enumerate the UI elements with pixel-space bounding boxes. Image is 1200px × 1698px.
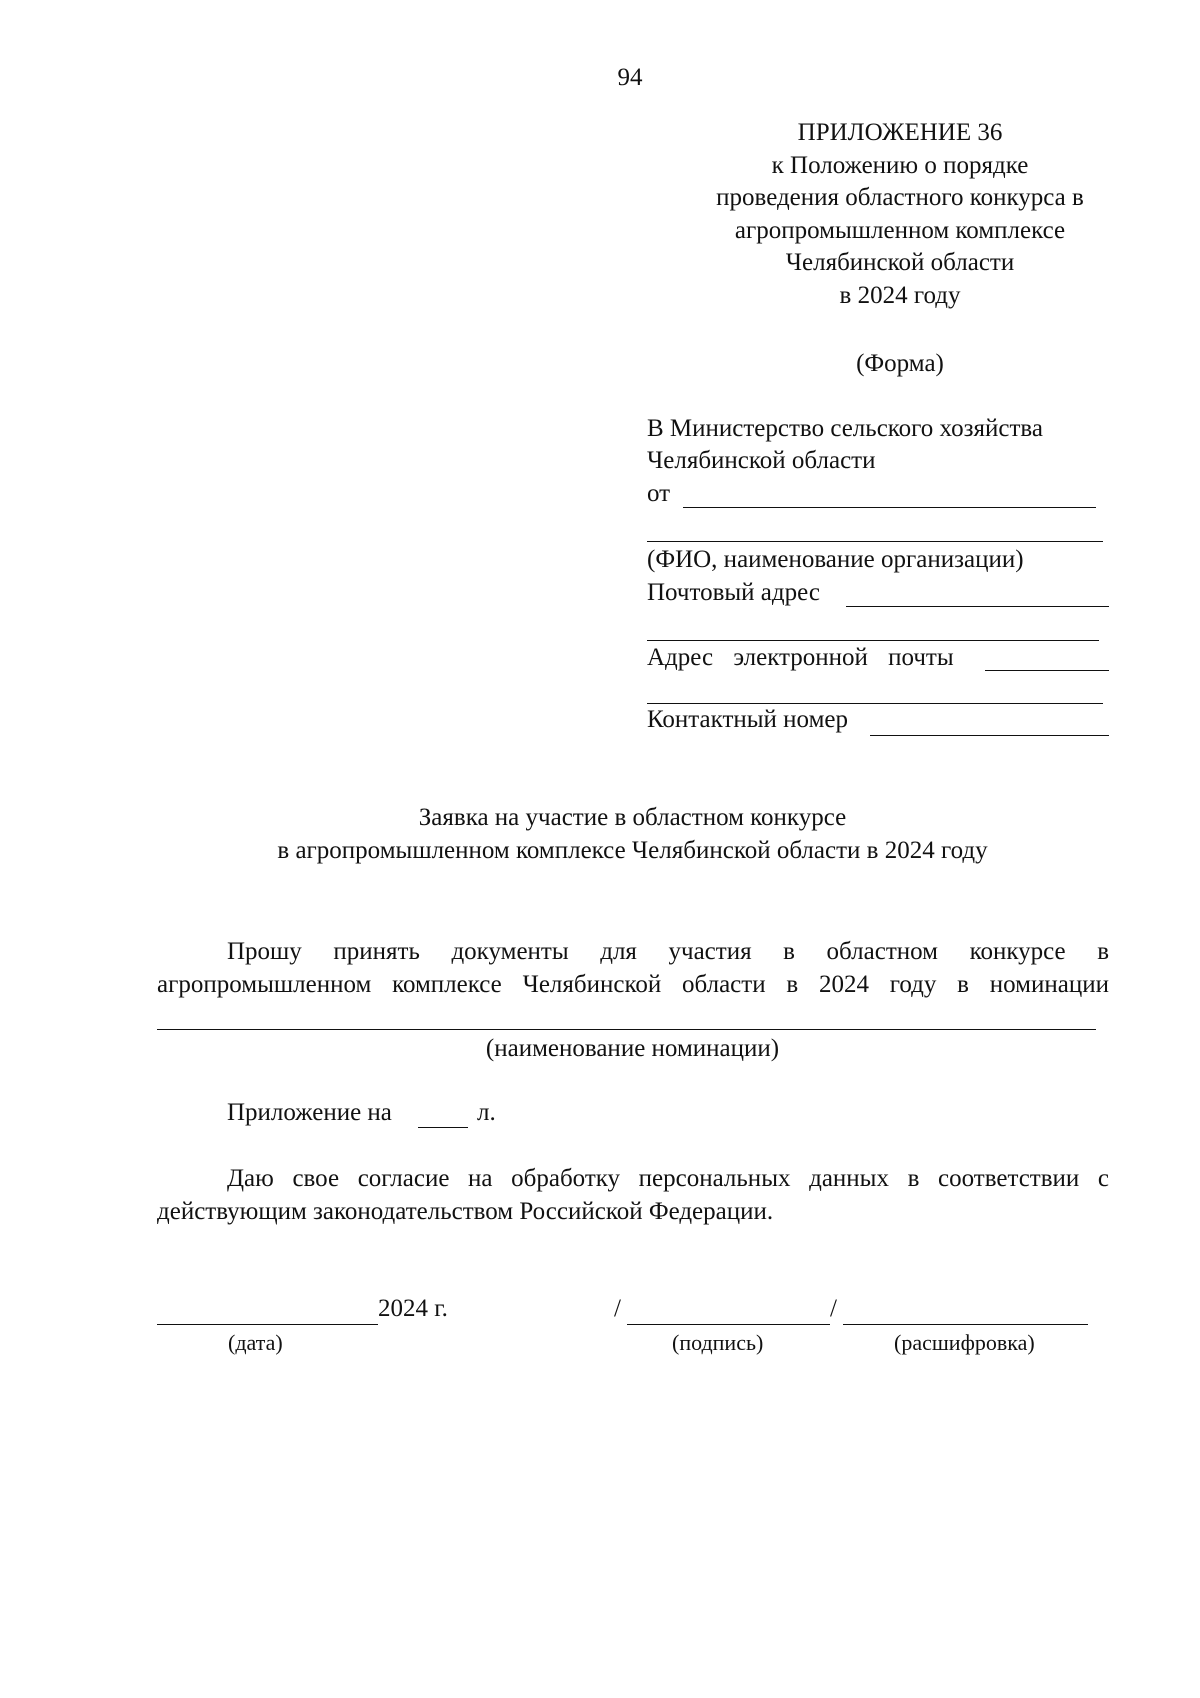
appendix-title: ПРИЛОЖЕНИЕ 36 [797,119,1003,146]
page-number: 94 [617,64,643,91]
postal-address-field[interactable] [846,606,1109,607]
date-hint: (дата) [228,1330,283,1355]
nomination-hint: (наименование номинации) [485,1035,780,1062]
transcript-hint: (расшифровка) [894,1330,1035,1355]
slash-right: / [830,1295,837,1322]
date-field[interactable] [157,1324,378,1325]
transcript-field[interactable] [843,1324,1088,1325]
postal-address-field-continued[interactable] [647,640,1099,641]
request-line-1: Прошу принять документы для участия в областном конкурсе в [227,938,1109,965]
application-title-line-2: в агропромышленном комплексе Челябинской области в 2024 году [277,837,988,864]
application-title-line-1: Заявка на участие в областном конкурсе [418,804,847,831]
form-label: (Форма) [856,350,944,377]
addressee-line-1: В Министерство сельского хозяйства [647,415,1043,442]
appendix-line-1: к Положению о порядке [771,151,1029,179]
email-label: Адрес электронной почты [647,644,954,671]
email-field[interactable] [985,670,1109,671]
nomination-field[interactable] [157,1029,1096,1030]
slash-left: / [614,1295,621,1322]
appendix-line-2: проведения областного конкурса в [716,184,1084,211]
phone-field[interactable] [870,735,1109,736]
year-text: 2024 г. [378,1295,448,1322]
from-label: от [647,480,671,507]
consent-line-1: Даю свое согласие на обработку персональных данных в соответствии с [227,1165,1109,1192]
attachment-pages-field[interactable] [418,1127,468,1128]
request-line-2: агропромышленном комплексе Челябинской области в 2024 году в номинации [157,971,1109,998]
postal-address-label: Почтовый адрес [647,579,820,606]
from-field[interactable] [683,507,1096,508]
attachment-suffix: л. [477,1099,496,1126]
appendix-line-4: Челябинской области [785,249,1015,276]
signature-field[interactable] [627,1324,830,1325]
appendix-header [680,117,1120,312]
addressee-line-2: Челябинской области [647,447,876,474]
appendix-line-5: в 2024 году [839,281,961,309]
appendix-line-3: агропромышленном комплексе [734,216,1066,244]
attachment-prefix: Приложение на [227,1099,392,1126]
consent-line-2: действующим законодательством Российской Федерации. [157,1198,774,1225]
signature-hint: (подпись) [672,1330,764,1355]
phone-label: Контактный номер [647,706,849,733]
fio-hint: (ФИО, наименование организации) [647,546,1024,573]
from-field-continued[interactable] [647,541,1103,542]
